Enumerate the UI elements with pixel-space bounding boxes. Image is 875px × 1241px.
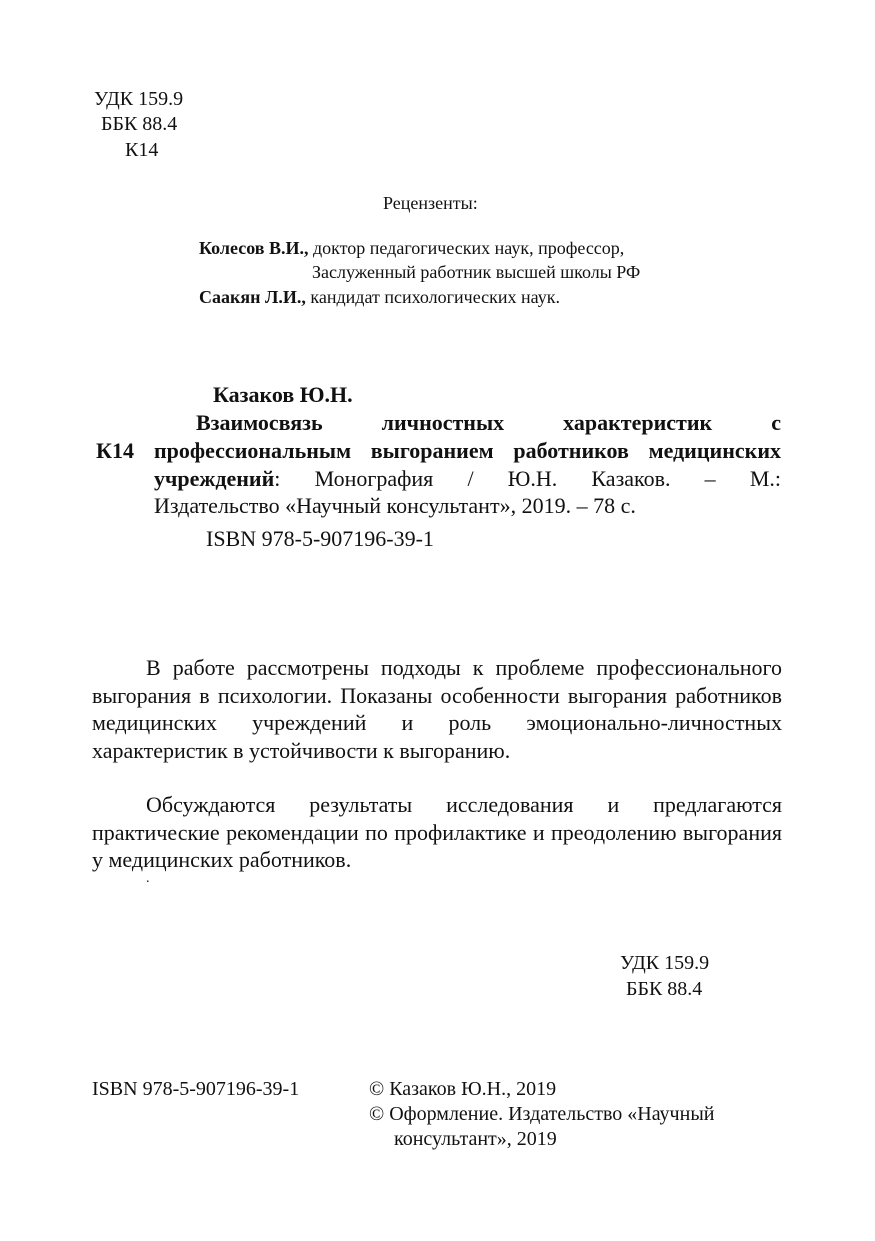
abstract-paragraph-1: В работе рассмотрены подходы к проблеме профессионального выгорания в психологии. Показаны особенности выгорания работников медицинских учреждений и роль эмоционально-личностных характеристик в устойчивости к выгоранию. <box>92 655 782 763</box>
catalog-mark: К14 <box>96 438 134 463</box>
catalog-publication-info: : Монография / Ю.Н. Казаков. – М.: <box>274 466 781 491</box>
catalog-title-line-3 <box>154 465 781 493</box>
udk-code-top: УДК 159.9 <box>94 88 184 110</box>
footer-isbn: ISBN 978-5-907196-39-1 <box>92 1078 300 1100</box>
copyright-design-cont: консультант», 2019 <box>394 1128 557 1150</box>
reviewers-heading: Рецензенты: <box>383 193 478 213</box>
reviewer-2-name: Саакян Л.И., <box>199 287 306 307</box>
udk-code-bottom: УДК 159.9 <box>620 952 710 974</box>
catalog-title-line-2: профессиональным выгоранием работников медицинских <box>154 438 781 463</box>
stray-dot: . <box>146 871 150 886</box>
bbk-code-top: ББК 88.4 <box>101 113 178 135</box>
bbk-code-bottom: ББК 88.4 <box>626 978 703 1000</box>
catalog-isbn: ISBN 978-5-907196-39-1 <box>206 526 434 551</box>
copyright-design: © Оформление. Издательство «Научный <box>369 1103 715 1125</box>
catalog-title-line-1: Взаимосвязь личностных характеристик с <box>196 410 781 435</box>
catalog-author: Казаков Ю.Н. <box>213 382 353 407</box>
reviewer-2 <box>199 285 560 310</box>
reviewer-1 <box>199 236 624 261</box>
catalog-title-ending: учреждений <box>154 466 275 491</box>
reviewer-2-credentials: кандидат психологических наук. <box>305 287 560 307</box>
catalog-publisher: Издательство «Научный консультант», 2019. – 78 с. <box>154 493 636 518</box>
reviewer-1-credentials: доктор педагогических наук, профессор, <box>308 238 625 258</box>
author-mark-top: К14 <box>125 139 159 161</box>
abstract-paragraph-2: Обсуждаются результаты исследования и предлагаются практические рекомендации по профилактике и преодолению выгорания у медицинских работников. <box>92 792 782 872</box>
reviewer-1-title: Заслуженный работник высшей школы РФ <box>312 262 641 282</box>
copyright-author: © Казаков Ю.Н., 2019 <box>369 1078 557 1100</box>
reviewer-1-name: Колесов В.И., <box>199 238 309 258</box>
